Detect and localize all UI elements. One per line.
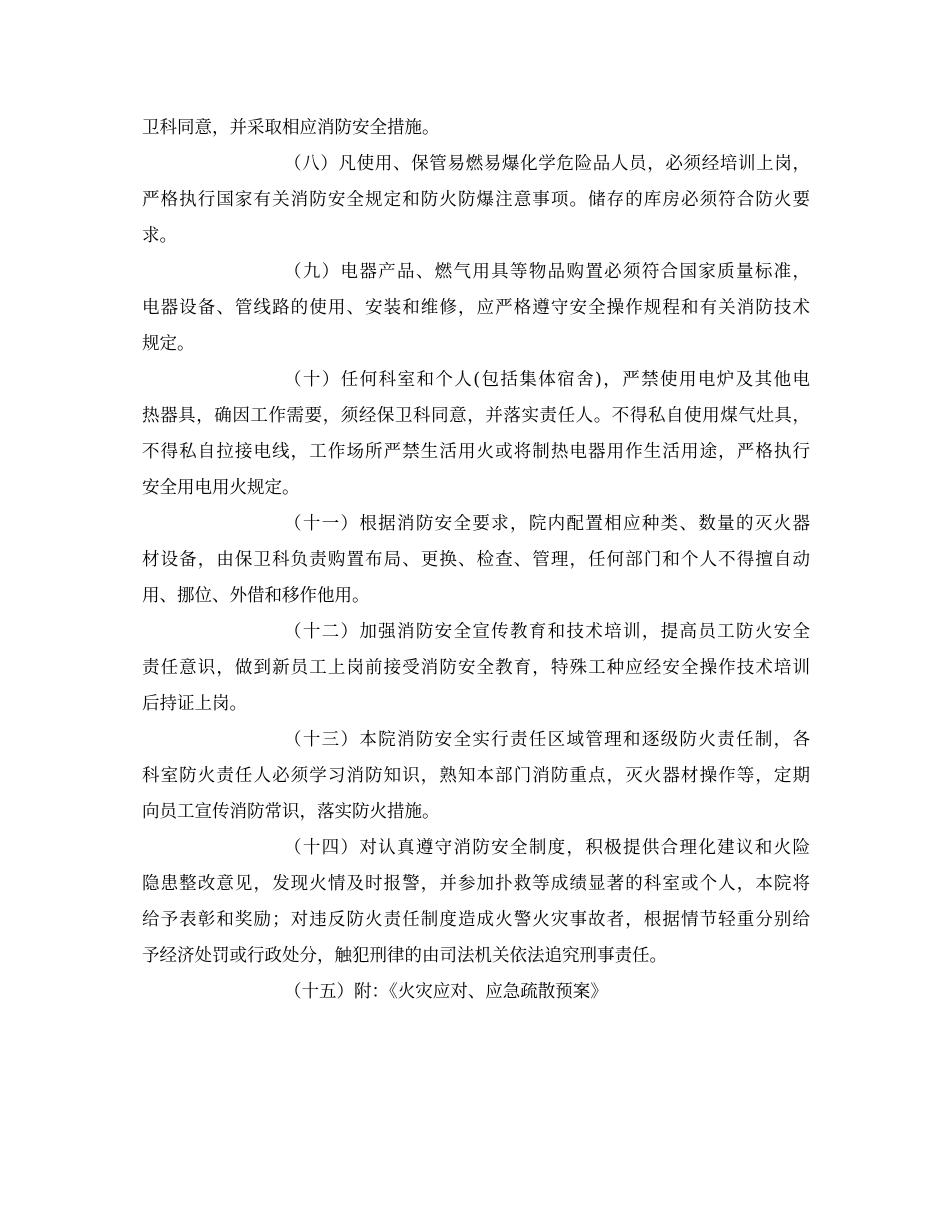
text-line: 求。 — [142, 226, 177, 246]
text-line: 科室防火责任人必须学习消防知识，熟知本部门消防重点，灭火器材操作等，定期 — [142, 766, 810, 786]
text-line: 规定。 — [142, 334, 195, 354]
text-line: （九）电器产品、燃气用具等物品购置必须符合国家质量标准， — [284, 262, 810, 282]
text-line: （十）任何科室和个人(包括集体宿舍)，严禁使用电炉及其他电 — [284, 370, 810, 390]
text-line: （十四）对认真遵守消防安全制度，积极提供合理化建议和火险 — [284, 838, 810, 858]
text-line: 热器具，确因工作需要，须经保卫科同意，并落实责任人。不得私自使用煤气灶具， — [142, 406, 810, 426]
text-line: 给予表彰和奖励；对违反防火责任制度造成火警火灾事故者，根据情节轻重分别给 — [142, 910, 810, 930]
text-line: （十一）根据消防安全要求，院内配置相应种类、数量的灭火器 — [284, 514, 810, 534]
text-line: 向员工宣传消防常识，落实防火措施。 — [142, 802, 440, 822]
text-line: 材设备，由保卫科负责购置布局、更换、检查、管理，任何部门和个人不得擅自动 — [142, 550, 810, 570]
text-line: （八）凡使用、保管易燃易爆化学危险品人员，必须经培训上岗， — [284, 154, 810, 174]
text-line: 隐患整改意见，发现火情及时报警，并参加扑救等成绩显著的科室或个人，本院将 — [142, 874, 810, 894]
text-line: 用、挪位、外借和移作他用。 — [142, 586, 370, 606]
text-line: 后持证上岗。 — [142, 694, 247, 714]
text-line: 安全用电用火规定。 — [142, 478, 300, 498]
text-line: （十三）本院消防安全实行责任区域管理和逐级防火责任制，各 — [284, 730, 810, 750]
text-line: （十二）加强消防安全宣传教育和技术培训，提高员工防火安全 — [284, 622, 810, 642]
text-line: 责任意识，做到新员工上岗前接受消防安全教育，特殊工种应经安全操作技术培训 — [142, 658, 810, 678]
text-line: 予经济处罚或行政处分，触犯刑律的由司法机关依法追究刑事责任。 — [142, 946, 667, 966]
text-line: 电器设备、管线路的使用、安装和维修，应严格遵守安全操作规程和有关消防技术 — [142, 298, 810, 318]
text-line: （十五）附：《火灾应对、应急疏散预案》 — [284, 982, 608, 1002]
text-line: 不得私自拉接电线，工作场所严禁生活用火或将制热电器用作生活用途，严格执行 — [142, 442, 810, 462]
text-line: 卫科同意，并采取相应消防安全措施。 — [142, 118, 440, 138]
text-line: 严格执行国家有关消防安全规定和防火防爆注意事项。储存的库房必须符合防火要 — [142, 190, 810, 210]
